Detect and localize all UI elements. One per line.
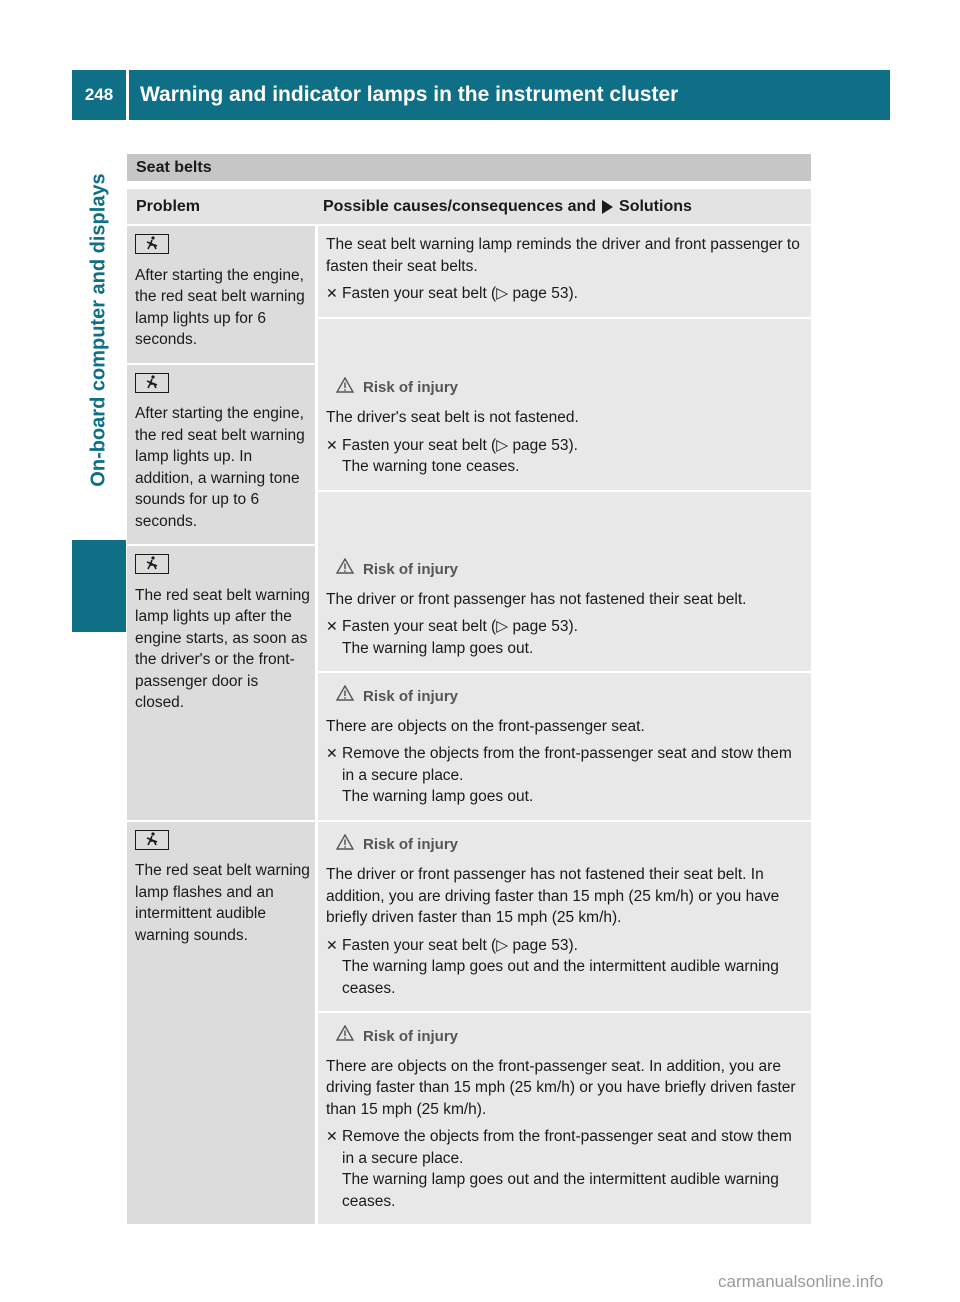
problem-text: After starting the engine, the red seat belt warning lamp lights up for 6 seconds. [135,266,305,348]
action-step [326,435,807,478]
solution-block [318,226,811,319]
step-marker-icon: ✕ [326,436,338,453]
warning-triangle-icon [336,1025,354,1048]
solution-block [318,822,811,1014]
column-header-solutions [315,189,811,226]
watermark: carmanualsonline.info [718,1272,884,1291]
column-header-problem: Problem [127,189,315,226]
cause-text: There are objects on the front-passenger seat. [326,717,645,735]
side-tab-block [72,540,126,632]
cause-text: There are objects on the front-passenger seat. In addition, you are driving faster than 15 mph (25 km/h) or you have briefly driven faster than 15 mph (25 km/h). [326,1057,796,1118]
warning-triangle-icon [336,834,354,857]
result-text: The warning tone ceases. [342,458,520,475]
section-title: Seat belts [127,154,811,181]
page-number: 248 [84,85,114,104]
seat-belt-warning-icon [135,234,169,254]
cause-text: The driver or front passenger has not fastened their seat belt. In addition, you are driving faster than 15 mph (25 km/h) or you have briefly driven faster than 15 mph (25 km/h). [326,866,780,926]
action-step [326,935,807,1000]
solution-block [318,673,811,822]
action-text: Remove the objects from the front-passenger seat and stow them in a secure place. [342,1128,792,1167]
risk-label: Risk of injury [363,687,459,705]
risk-label: Risk of injury [363,379,459,396]
seat-belts-section [127,154,811,1226]
warning-table [127,189,811,1226]
side-label: On-board computer and displays [87,173,110,487]
cause-text: The driver's seat belt is not fastened. [326,409,579,426]
warning-triangle-icon [336,558,354,581]
solutions-cell [315,226,811,365]
problem-cell [127,226,315,365]
action-text: Remove the objects from the front-passenger seat and stow them in a secure place. [342,745,792,784]
risk-heading [336,558,807,581]
action-step [326,1126,807,1212]
step-marker-icon: ✕ [326,285,338,301]
step-marker-icon: ✕ [326,618,338,634]
risk-heading [336,377,807,400]
result-text: The warning lamp goes out. [342,639,534,657]
action-text: Fasten your seat belt (▷ page 53). [342,285,578,302]
column-header-solutions-prefix: Possible causes/consequences and [323,198,597,215]
risk-label: Risk of injury [363,560,459,578]
risk-label: Risk of injury [363,1027,459,1045]
solutions-cell [315,365,811,547]
step-marker-icon: ✕ [326,745,338,761]
action-step [326,283,807,305]
action-text: Fasten your seat belt (▷ page 53). [342,936,578,954]
problem-cell [127,822,315,1227]
problem-text: The red seat belt warning lamp lights up after the engine starts, as soon as the driver's or the front-passenger door is closed. [135,586,310,711]
solutions-cell [315,822,811,1227]
action-text: Fasten your seat belt (▷ page 53). [342,436,578,454]
result-text: The warning lamp goes out and the intermittent audible warning ceases. [342,958,779,997]
arrow-right-icon [602,200,613,214]
risk-label: Risk of injury [363,836,459,853]
solution-block [318,365,811,492]
page-header [72,70,890,120]
action-step [326,743,807,808]
solution-block [318,1013,811,1226]
side-label-container [72,120,126,540]
warning-triangle-icon [336,377,354,400]
solutions-cell [315,546,811,822]
warning-triangle-icon [336,685,354,708]
step-marker-icon: ✕ [326,936,338,953]
risk-heading [336,685,807,708]
action-text: Fasten your seat belt (▷ page 53). [342,618,578,635]
page-title: Warning and indicator lamps in the instrument cluster [140,83,679,106]
problem-cell [127,365,315,547]
risk-heading [336,1025,807,1048]
result-text: The warning lamp goes out. [342,788,534,805]
problem-text: After starting the engine, the red seat belt warning lamp lights up. In addition, a warning tone sounds for up to 6 seconds. [135,405,305,530]
seat-belt-warning-icon [135,373,169,393]
seat-belt-warning-icon [135,554,169,574]
side-bar [72,120,126,1180]
step-marker-icon: ✕ [326,1128,338,1144]
column-header-solutions-suffix: Solutions [619,198,692,215]
problem-cell [127,546,315,822]
result-text: The warning lamp goes out and the intermittent audible warning ceases. [342,1171,779,1210]
risk-heading [336,834,807,857]
cause-text: The driver or front passenger has not fastened their seat belt. [326,590,747,608]
problem-text: The red seat belt warning lamp flashes and an intermittent audible warning sounds. [135,862,310,944]
solution-block [318,546,811,673]
cause-text: The seat belt warning lamp reminds the driver and front passenger to fasten their seat belts. [326,236,800,275]
action-step [326,616,807,659]
seat-belt-warning-icon [135,830,169,850]
header-divider [126,70,129,120]
